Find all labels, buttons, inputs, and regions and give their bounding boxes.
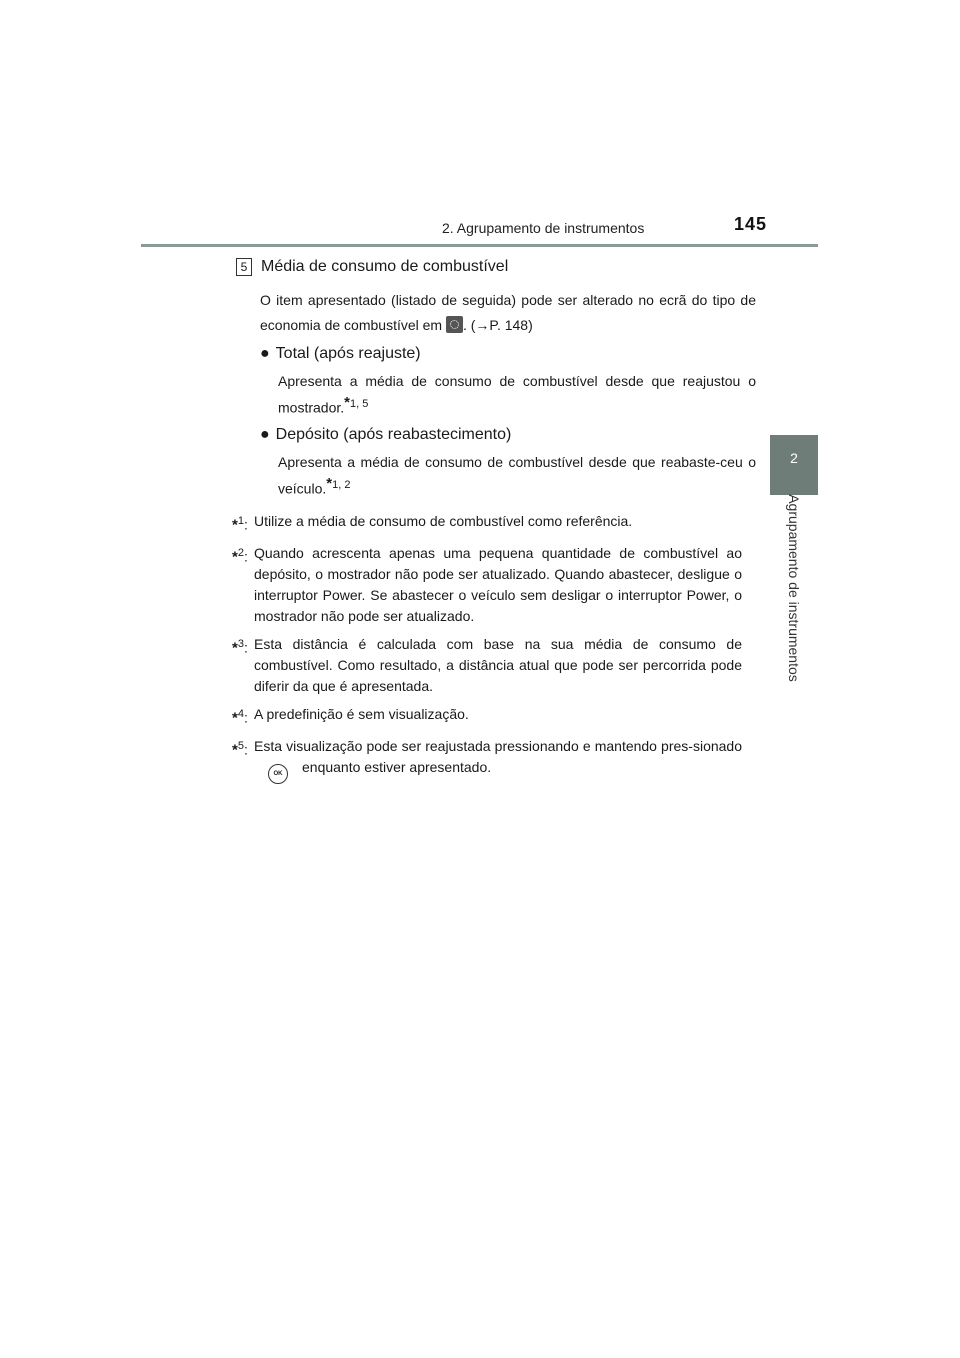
subitem-title: Total (após reajuste) (275, 345, 421, 362)
intro-reference: . (→P. 148) (462, 317, 533, 333)
footnotes (232, 511, 742, 784)
footnote-text: Utilize a média de consumo de combustível como referência. (254, 513, 633, 530)
subitem-tank: ● Depósito (após reabastecimento) Apresenta a média de consumo de combustível desde que reabaste-ceu o veículo.$^{*1, 2}$ (260, 425, 756, 497)
footnote-text: Quando acrescenta apenas uma pequena quantidade de combustível ao depósito, o mostrador não pode ser atualizado. Quando abastecer, desligue o interruptor Power. Se abastecer o veículo sem desligar o interruptor Power, o mostrador não pode ser atualizado. (254, 544, 742, 624)
bullet-icon: ● (260, 345, 270, 362)
settings-gear-icon (446, 316, 463, 333)
header-section-title: 2. Agrupamento de instrumentos (442, 220, 645, 236)
footnote: *$^2$: Quando acrescenta apenas uma pequena quantidade de combustível ao depósito, o mostrador não pode ser atualizado. Quando abastecer, desligue o interruptor Power. Se abastecer o veículo sem desligar o interruptor Power, o mostrador não pode ser atualizado. (232, 543, 742, 627)
chapter-tab-label: Agrupamento de instrumentos (786, 494, 802, 682)
footnote-text: Esta distância é calculada com base na sua média de consumo de combustível. Como resultado, a distância atual que pode ser percorrida pode diferir da que é apresentada. (254, 635, 742, 694)
footnote-refs: 1, 2 (332, 478, 351, 491)
footnote: *$^4$: A predefinição é sem visualização. (232, 704, 742, 729)
subitem-body: Apresenta a média de consumo de combustível desde que reabaste-ceu o veículo. (278, 453, 756, 497)
page-content (232, 258, 756, 791)
item-number-badge: 5 (236, 258, 252, 276)
footnote: *$^1$: Utilize a média de consumo de combustível como referência. (232, 511, 742, 536)
footnote: *$^5$: Esta visualização pode ser reajustada pressionando e mantendo pres-sionadoOK enquanto estiver apresentado. (232, 736, 742, 785)
item-heading (236, 258, 756, 276)
chapter-tab-number: 2 (790, 450, 798, 466)
subitem-total: ● Total (após reajuste) Apresenta a média de consumo de combustível desde que reajustou o mostrador.$^{*1, 5}$ (260, 345, 756, 416)
subitem-title: Depósito (após reabastecimento) (275, 425, 512, 443)
item-intro (260, 288, 756, 338)
header-divider (141, 244, 818, 247)
subitem-body: Apresenta a média de consumo de combustível desde que reajustou o mostrador. (278, 373, 756, 416)
footnote-refs: 1, 5 (349, 398, 369, 410)
footnote-text: A predefinição é sem visualização. (254, 705, 469, 722)
footnote: *$^3$: Esta distância é calculada com base na sua média de consumo de combustível. Como resultado, a distância atual que pode ser percorrida pode diferir da que é apresentada. (232, 634, 742, 697)
page-number: 145 (734, 214, 768, 234)
ok-button-icon: OK (268, 764, 288, 784)
intro-text: O item apresentado (listado de seguida) pode ser alterado no ecrã do tipo de economia de combustível em (260, 292, 756, 333)
footnote-text: Esta visualização pode ser reajustada pressionando e mantendo pres-sionadoOK enquanto estiver apresentado. (254, 736, 742, 785)
item-title: Média de consumo de combustível (261, 258, 509, 275)
bullet-icon: ● (260, 425, 270, 443)
